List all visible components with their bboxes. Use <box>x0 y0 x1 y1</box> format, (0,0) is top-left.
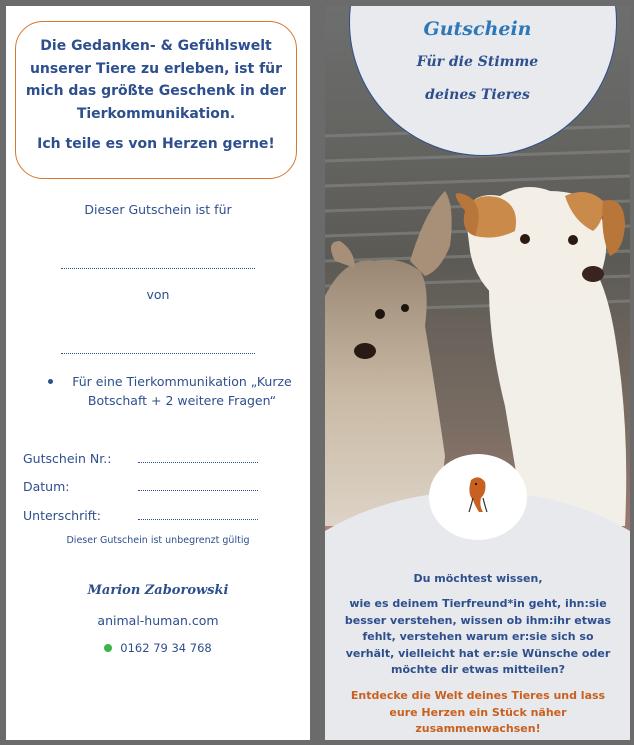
phone-row <box>6 641 310 655</box>
call-to-action: Entdecke die Welt deines Tieres und lass eure Herzen ein Stück näher zusammenwachsen! <box>350 689 606 735</box>
voucher-left-panel <box>6 6 310 740</box>
signature-line <box>138 519 258 520</box>
voucher-subtitle-2: deines Tieres <box>425 87 530 103</box>
sender-line <box>61 353 255 354</box>
voucher-number-label: Gutschein Nr.: <box>23 451 112 466</box>
voucher-number-line <box>138 462 258 463</box>
offer-bullet <box>46 372 296 410</box>
logo-circle <box>429 454 527 540</box>
recipient-line <box>61 268 255 269</box>
question-intro: Du möchtest wissen, <box>413 572 543 585</box>
date-line <box>138 490 258 491</box>
from-label: von <box>146 287 170 302</box>
question-body: wie es deinem Tierfreund*in geht, ihn:sie besser verstehen, wissen ob ihm:ihr etwas fehlt, verstehen warum er:sie sich so verhält, vielleicht hat er:sie Wünsche oder möchte dir etwas mitteilen? <box>344 597 612 676</box>
intro-text: Die Gedanken- & Gefühlswelt unserer Tiere zu erleben, ist für mich das größte Geschenk in der Tierkommunikation. <box>25 38 287 122</box>
offer-text: Für eine Tierkommunikation „Kurze Botschaft + 2 weitere Fragen“ <box>72 374 292 408</box>
voucher-subtitle-1: Für die Stimme <box>416 54 539 70</box>
date-label: Datum: <box>23 479 70 494</box>
website: animal-human.com <box>97 613 219 628</box>
voucher-title: Gutschein <box>423 18 532 40</box>
voucher-right-panel <box>325 6 630 740</box>
bullet-icon <box>48 379 53 384</box>
voucher-for-label: Dieser Gutschein ist für <box>84 202 232 217</box>
signature-label: Unterschrift: <box>23 508 102 523</box>
whatsapp-icon <box>104 644 112 652</box>
intro-box <box>15 21 297 179</box>
phone-number: 0162 79 34 768 <box>120 641 212 655</box>
validity-note: Dieser Gutschein ist unbegrenzt gültig <box>66 535 250 546</box>
intro-closing: Ich teile es von Herzen gerne! <box>37 136 275 152</box>
dog-logo-icon <box>429 454 527 540</box>
author-name: Marion Zaborowski <box>87 583 229 598</box>
